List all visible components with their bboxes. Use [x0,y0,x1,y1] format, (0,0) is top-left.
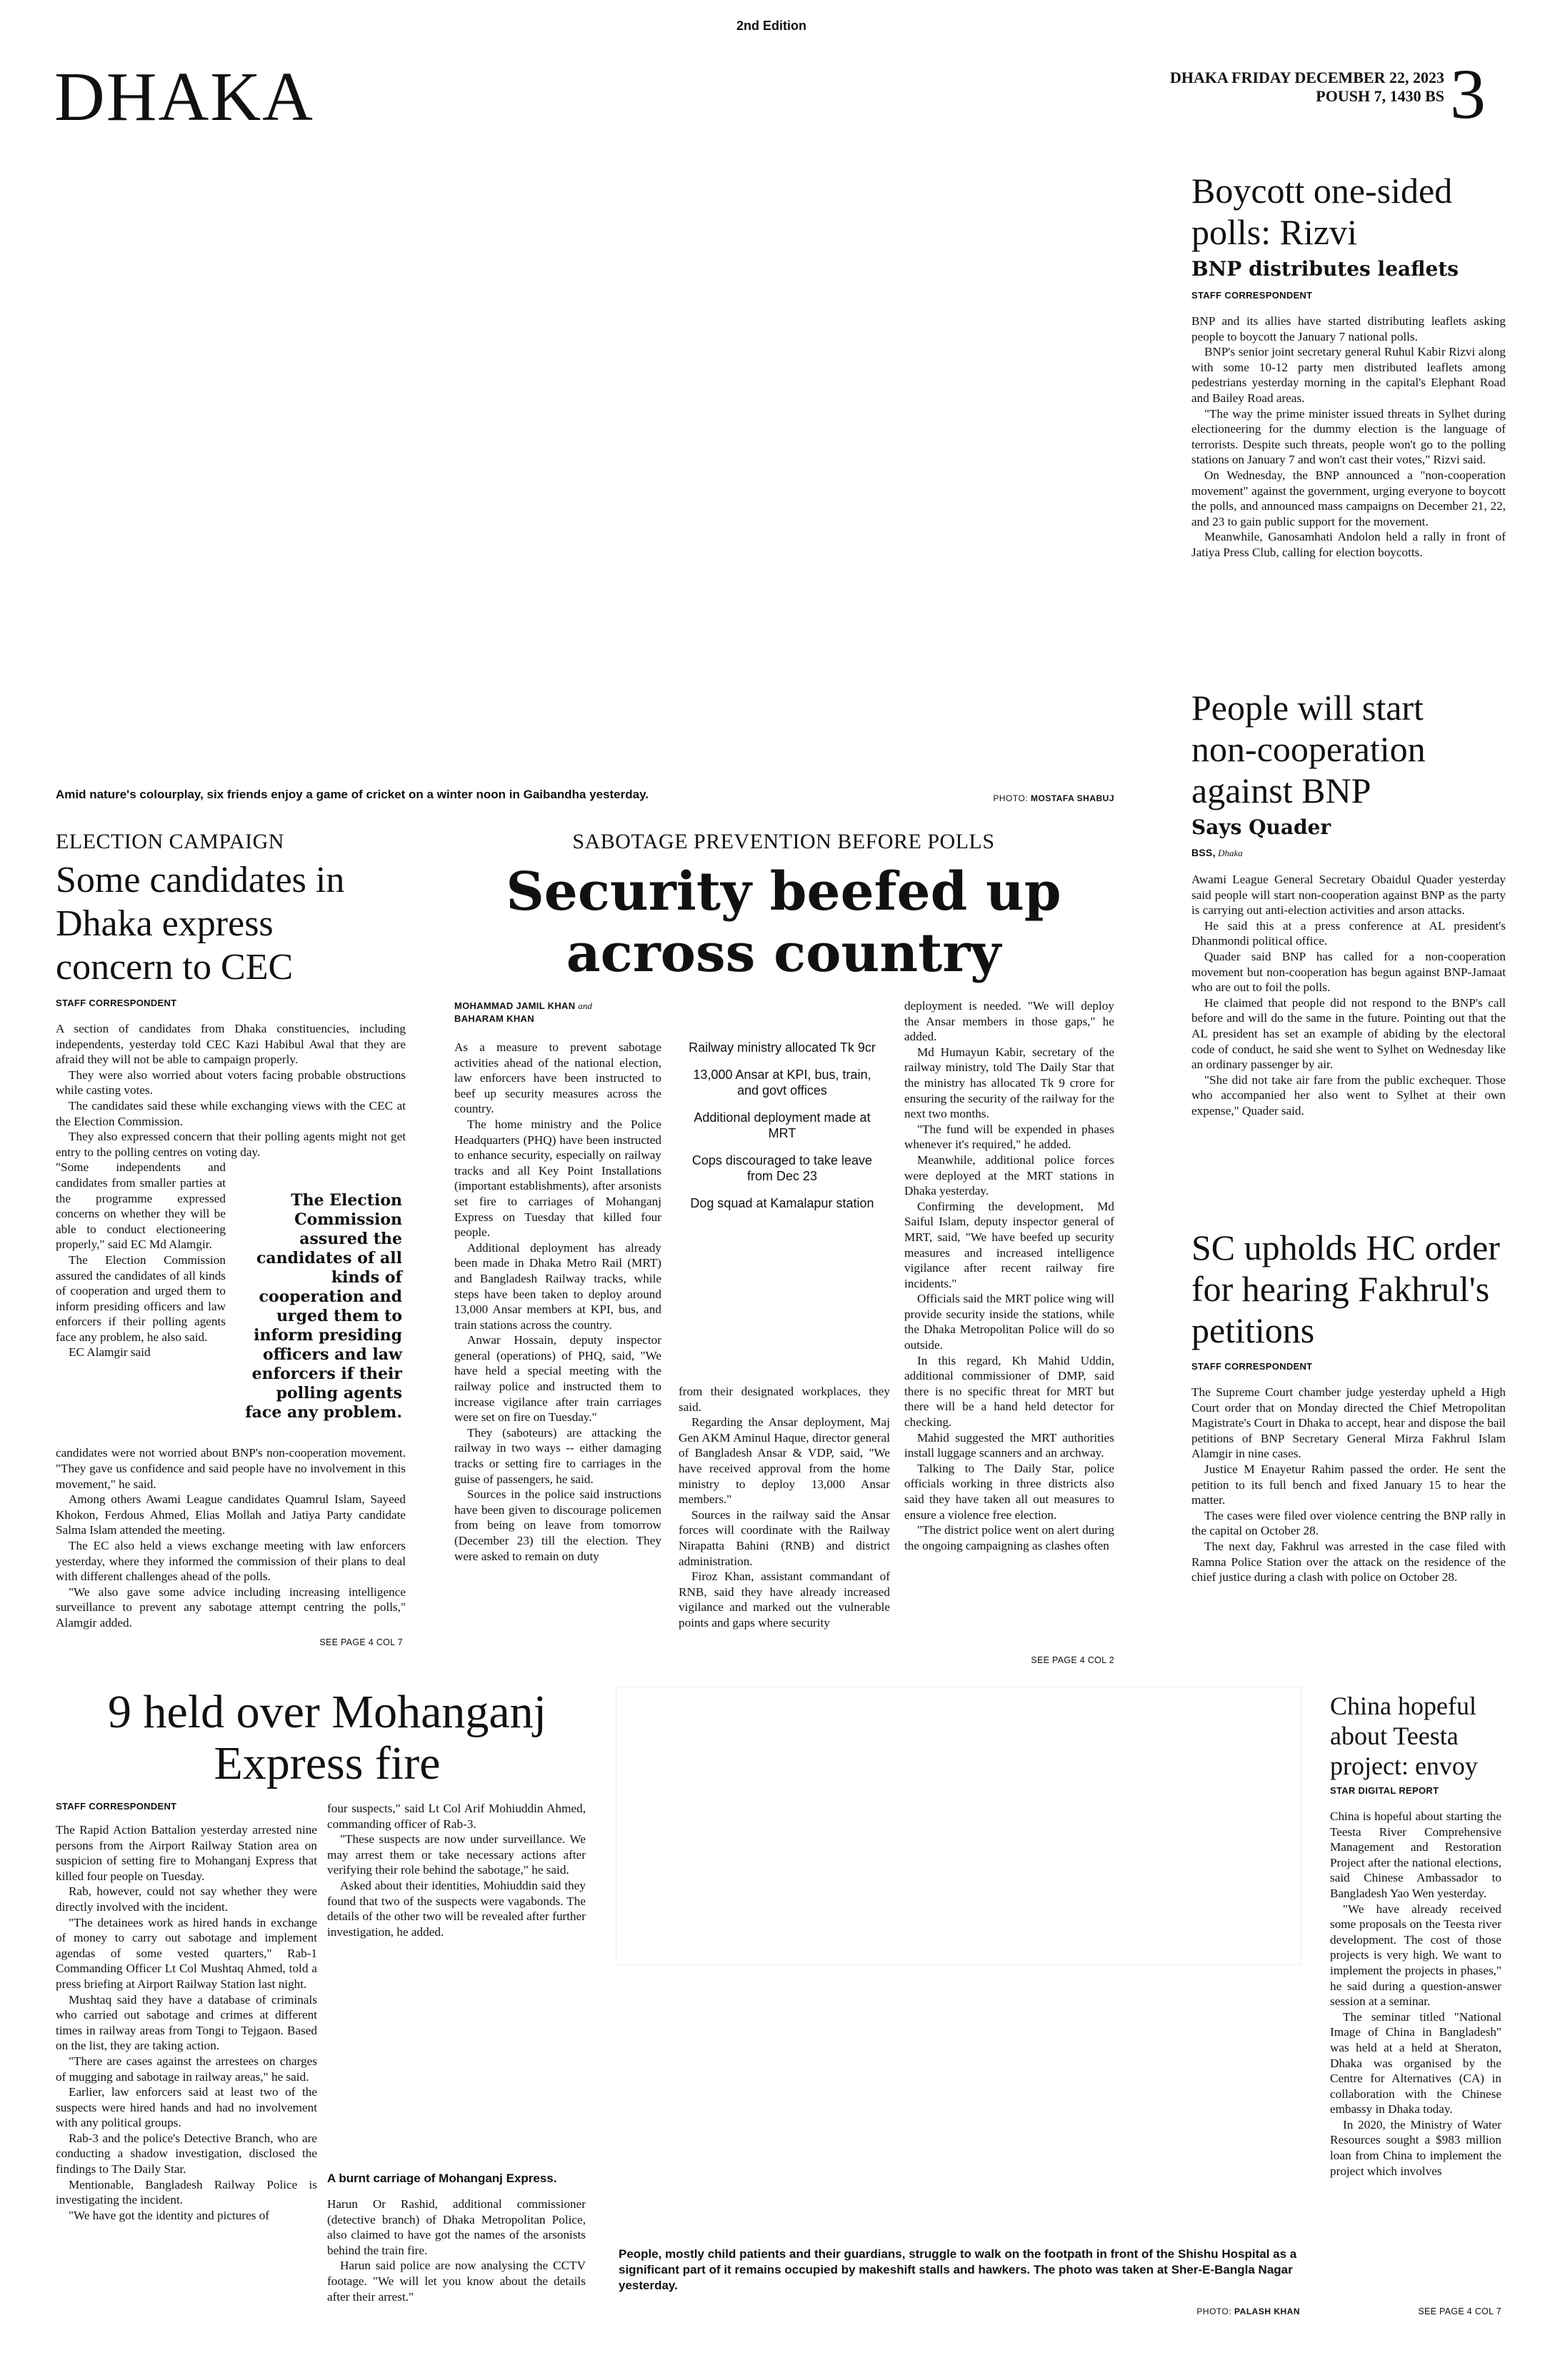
china-body [1330,1809,1501,2179]
byline-place: Dhaka [1218,848,1243,858]
fact-item: 13,000 Ansar at KPI, bus, train, and govt offices [693,1068,871,1098]
quader-headline: People will start non-cooperation against BNP [1191,688,1426,810]
dateline [1114,69,1444,106]
paragraph: The cases were filed over violence centring the BNP rally in the capital on October 28. [1191,1508,1506,1538]
bottom-photo [616,1687,1301,1965]
paragraph: Sources in the railway said the Ansar forces will coordinate with the Railway Nirapatta Bahini (RNB) and district administration. [679,1507,890,1568]
paragraph: "We have got the identity and pictures of [69,2208,270,2222]
paragraph: As a measure to prevent sabotage activities ahead of the national election, law enforcers have been instructed to beef up security measures across the country. [454,1040,661,1116]
paragraph: He said this at a press conference at AL president's Dhanmondi political office. [1191,918,1506,948]
boycott-story [1191,170,1514,561]
paragraph: The Election Commission assured the candidates of all kinds of cooperation and urged them to inform presiding officers and law enforcers if their polling agents face any problem, he also said. [56,1252,226,1344]
top-photo [54,136,1117,778]
paragraph: Earlier, law enforcers said at least two of the suspects were hired hands and had no involvement with any political groups. [56,2085,317,2130]
fact-item: Railway ministry allocated Tk 9cr [689,1040,876,1055]
paragraph: Harun Or Rashid, additional commissioner (detective branch) of Dhaka Metropolitan Police, also claimed to have got the names of the arsonists behind the train fire. [327,2197,586,2257]
paragraph: BNP's senior joint secretary general Ruhul Kabir Rizvi along with some 10-12 party men distributed leaflets among pedestrians yesterday morning in the capital's Elephant Road and Bailey Road areas. [1191,345,1506,405]
mohanganj-byline: STAFF CORRESPONDENT [56,1801,177,1812]
paragraph: They were also worried about voters facing probable obstructions while casting votes. [56,1068,406,1098]
election-jump[interactable]: SEE PAGE 4 COL 7 [319,1637,403,1648]
paragraph: Meanwhile, additional police forces were deployed at the MRT stations in Dhaka yesterday. [904,1153,1114,1198]
sc-body [1191,1385,1506,1585]
paragraph: The Supreme Court chamber judge yesterday upheld a High Court order that on Monday directed the Chief Metropolitan Magistrate's Court in Dhaka to accept, hear and dispose the bail petitions of BNP Secretary General Mirza Fakhrul Islam Alamgir in nine cases. [1191,1385,1506,1461]
election-pullquote: The Election Commission assured the candidates of all kinds of cooperation and urged them to inform presiding officers and law enforcers if their polling agents face any problem. [245,1191,402,1422]
quader-body [1191,872,1506,1119]
election-body-top [56,1021,406,1160]
security-factbox [686,1040,879,1222]
quader-subhead: Says Quader [1191,815,1331,839]
security-kicker: SABOTAGE PREVENTION BEFORE POLLS [572,830,995,853]
bangla-date-text: POUSH 7, 1430 BS [1316,87,1444,105]
election-body-bottom [56,1445,406,1630]
paragraph: They also expressed concern that their polling agents might not get entry to the polling centres on voting day. [56,1130,406,1159]
security-col-3 [904,998,1114,1553]
edition-label: 2nd Edition [736,19,806,33]
credit-label: PHOTO: [1196,2306,1232,2316]
paragraph: "She did not take air fare from the public exchequer. Those who accompanied her also went to Sylhet at their own expense," Quader said. [1191,1073,1506,1118]
paragraph: "We have already received some proposals on the Teesta river development. The cost of those projects is very high. We want to implement the projects in phases," he said during a question-answer session at a seminar. [1330,1902,1501,2009]
paragraph: "Some independents and candidates from smaller parties at the programme expressed concerns on whether they will be able to conduct electioneering properly," said EC Md Alamgir. [56,1160,226,1252]
paragraph: Anwar Hossain, deputy inspector general (operations) of PHQ, said, "We have held a special meeting with the railway police and instructed them to increase vigilance after train carriages were set on fire on Tuesday." [454,1333,661,1425]
paragraph: from their designated workplaces, they said. [679,1385,890,1414]
paragraph: BNP and its allies have started distributing leaflets asking people to boycott the January 7 national polls. [1191,314,1506,343]
mohanganj-col-2-bottom [327,2196,586,2304]
mohanganj-headline [56,1687,599,1789]
election-headline: Some candidates in Dhaka express concern to CEC [56,860,345,988]
headline-line-1: 9 held over Mohanganj [107,1686,546,1738]
paragraph: The candidates said these while exchanging views with the CEC at the Election Commission. [56,1098,406,1128]
paragraph: "The way the prime minister issued threats in Sylhet during electioneering for the dummy election is the language of terrorists. Despite such threats, people won't go to the polling stations on January 7 and won't cast their votes," Rizvi said. [1191,406,1506,467]
security-headline: Security beefed up across country [506,861,1061,984]
paragraph: deployment is needed. "We will deploy the Ansar members in those gaps," he added. [904,999,1114,1044]
paragraph: He claimed that people did not respond to the BNP's call before and will do the same in the future. Pointing out that the AL president has set an example of abiding by the electoral code of conduct, he said she went to Sylhet on Wednesday like an ordinary passenger by air. [1191,995,1506,1072]
headline-line-2: Express fire [214,1737,441,1789]
paragraph: Asked about their identities, Mohiuddin said they found that two of the suspects were vagabonds. The details of the other two will be revealed after further investigation, he added. [327,1878,586,1939]
paragraph: Md Humayun Kabir, secretary of the railway ministry, told The Daily Star that the ministry has allocated Tk 9 crore for ensuring the security of the railway for the next two months. [904,1045,1114,1121]
paragraph: The home ministry and the Police Headquarters (PHQ) have been instructed to enhance security, especially on railway tracks and all Key Point Installations (important establishments), after arsonists set fire to carriages of Mohanganj Express on Tuesday that killed four people. [454,1117,661,1240]
paragraph: Firoz Khan, assistant commandant of RNB, said they have already increased vigilance and marked out the vulnerable points and gaps where security [679,1570,890,1630]
paragraph: On Wednesday, the BNP announced a "non-cooperation movement" against the government, urging everyone to boycott the polls, and announced mass campaigns on December 21, 22, and 23 to gain public support for the movement. [1191,468,1506,528]
paragraph: Quader said BNP has called for a non-cooperation movement but non-cooperation has begun against BNP-Jamaat who are out to foil the polls. [1191,949,1506,995]
page-number: 3 [1450,54,1486,134]
china-headline: China hopeful about Teesta project: envoy [1330,1692,1478,1780]
election-byline: STAFF CORRESPONDENT [56,998,177,1008]
paragraph: They (saboteurs) are attacking the railway in two ways -- either damaging tracks or setting fire to carriages in the guise of passengers, he said. [454,1425,661,1486]
byline-author-2: BAHARAM KHAN [454,1013,534,1024]
paragraph: four suspects," said Lt Col Arif Mohiuddin Ahmed, commanding officer of Rab-3. [327,1802,586,1831]
top-photo-credit [971,793,1114,803]
top-photo-caption: Amid nature's colourplay, six friends enjoy a game of cricket on a winter noon in Gaibandha yesterday. [56,788,649,801]
election-body-narrow [56,1160,226,1360]
mohanganj-col-2-top [327,1801,586,1939]
quader-byline [1191,847,1514,859]
paragraph: Harun said police are now analysing the CCTV footage. "We will let you know about the details after their arrest." [327,2259,586,2304]
mohanganj-photo-caption: A burnt carriage of Mohanganj Express. [327,2171,557,2185]
quader-story [1191,687,1514,1119]
paragraph: Mentionable, Bangladesh Railway Police is investigating the incident. [56,2177,317,2207]
fact-item: Cops discouraged to take leave from Dec 23 [691,1153,873,1183]
boycott-byline: STAFF CORRESPONDENT [1191,290,1313,301]
paragraph: "These suspects are now under surveillance. We may arrest them or take necessary actions after verifying their role behind the sabotage," he said. [327,1832,586,1877]
security-col-2 [679,1384,890,1631]
china-story [1330,1691,1501,2179]
paragraph: Talking to The Daily Star, police officials working in three districts also said they have taken all out measures to ensure a violence free election. [904,1461,1114,1522]
election-kicker: ELECTION CAMPAIGN [56,830,284,853]
paragraph: candidates were not worried about BNP's non-cooperation movement. "They gave us confidence and said people have no involvement in this movement," he said. [56,1446,406,1491]
paragraph: Mahid suggested the MRT authorities install luggage scanners and an archway. [904,1430,1114,1460]
paragraph: Among others Awami League candidates Quamrul Islam, Sayeed Khokon, Ferdous Ahmed, Elias Mollah and Jatiya Party candidate Salma Islam attended the meeting. [56,1492,406,1537]
paragraph: In this regard, Kh Mahid Uddin, additional commissioner of DMP, said there is no specific threat for MRT but there will be a hand held detector for checking. [904,1353,1114,1430]
paragraph: EC Alamgir said [69,1345,151,1360]
china-byline: STAR DIGITAL REPORT [1330,1785,1439,1796]
paragraph: A section of candidates from Dhaka constituencies, including independents, yesterday told CEC Kazi Habibul Awal that they are afraid they will not be able to campaign properly. [56,1022,406,1067]
credit-label: PHOTO: [993,793,1029,803]
paragraph: China is hopeful about starting the Teesta River Comprehensive Management and Restoration Project after the national elections, said Chinese Ambassador to Bangladesh Yao Wen yesterday. [1330,1809,1501,1900]
paragraph: Rab-3 and the police's Detective Branch, who are conducting a shadow investigation, disclosed the findings to The Daily Star. [56,2131,317,2176]
paragraph: The seminar titled "National Image of China in Bangladesh" was held at a held at Sheraton, Dhaka was organised by the Centre for Alternatives (CA) in collaboration with the Chinese embassy in Dhaka today. [1330,2009,1501,2117]
paragraph: "The fund will be expended in phases whenever it's required," he added. [904,1122,1114,1152]
paragraph: Regarding the Ansar deployment, Maj Gen AKM Aminul Haque, director general of Bangladesh Ansar & VDP, said, "We have received approval from the home ministry to deploy 13,000 Ansar members." [679,1415,890,1507]
paragraph: Rab, however, could not say whether they were directly involved with the incident. [56,1884,317,1914]
credit-name: PALASH KHAN [1234,2306,1300,2316]
paragraph: Meanwhile, Ganosamhati Andolon held a rally in front of Jatiya Press Club, calling for election boycotts. [1191,530,1506,559]
paragraph: "The detainees work as hired hands in exchange of money to carry out sabotage and implement agendas of some vested quarters," Rab-1 Commanding Officer Lt Col Mushtaq Ahmed, told a press briefing at Airport Railway Station last night. [56,1915,317,1991]
byline-and: and [578,1000,592,1011]
security-col-1 [454,1040,661,1564]
byline-author-1: MOHAMMAD JAMIL KHAN [454,1000,576,1011]
paragraph: Mushtaq said they have a database of criminals who carried out sabotage and crimes at different times in railway areas from Tongi to Tejgaon. Based on the list, they are taking action. [56,1992,317,2053]
paragraph: In 2020, the Ministry of Water Resources sought a $983 million loan from China to implement the project which involves [1330,2117,1501,2178]
boycott-subhead: BNP distributes leaflets [1191,257,1459,281]
paragraph: "We also gave some advice including increasing intelligence surveillance to prevent any sabotage attempt centring the polls," Alamgir added. [56,1585,406,1630]
paragraph: Additional deployment has already been made in Dhaka Metro Rail (MRT) and Bangladesh Railway tracks, while steps have been taken to deploy around 13,000 Ansar members at KPI, bus, and train stations across the country. [454,1240,661,1332]
fact-item: Additional deployment made at MRT [694,1110,871,1140]
bottom-photo-caption: People, mostly child patients and their guardians, struggle to walk on the footpath in front of the Shishu Hospital as a significant part of it remains occupied by makeshift stalls and hawkers. The photo was taken at Sher-E-Bangla Nagar yesterday. [619,2247,1297,2292]
security-jump[interactable]: SEE PAGE 4 COL 2 [1031,1655,1114,1665]
section-title: DHAKA [54,59,314,136]
bottom-photo-credit [1143,2306,1300,2316]
china-jump[interactable]: SEE PAGE 4 COL 7 [1418,2306,1501,2316]
paragraph: Sources in the police said instructions have been given to discourage policemen from being on leave from tomorrow (December 23) till the election. They were asked to remain on duty [454,1487,661,1563]
paragraph: Confirming the development, Md Saiful Islam, deputy inspector general of MRT, said, "We have beefed up security measures and increased intelligence vigilance after recent railway fire incidents." [904,1199,1114,1290]
credit-name: MOSTAFA SHABUJ [1030,793,1114,803]
fact-item: Dog squad at Kamalapur station [690,1196,874,1210]
byline-agency: BSS, [1191,847,1216,858]
paragraph: Justice M Enayetur Rahim passed the order. He sent the petition to its full bench and fixed January 15 to hear the matter. [1191,1462,1506,1507]
security-story [451,830,1116,984]
sc-headline: SC upholds HC order for hearing Fakhrul's petitions [1191,1227,1500,1350]
paragraph: The Rapid Action Battalion yesterday arrested nine persons from the Airport Railway Station area on suspicion of setting fire to Mohanganj Express that killed four people on Tuesday. [56,1823,317,1883]
security-byline [454,1000,661,1025]
date-text: DHAKA FRIDAY DECEMBER 22, 2023 [1169,69,1444,86]
paragraph: The next day, Fakhrul was arrested in the case filed with Ramna Police Station over the attack on the residence of the chief justice during a clash with police on October 28. [1191,1539,1506,1585]
election-story [56,830,406,1647]
boycott-headline: Boycott one-sided polls: Rizvi [1191,171,1453,252]
sc-story [1191,1227,1514,1585]
paragraph: Awami League General Secretary Obaidul Quader yesterday said people will start non-cooperation against BNP as the party is carrying out anti-election activities and arson attacks. [1191,873,1506,918]
paragraph: "The district police went on alert during the ongoing campaigning as clashes often [904,1523,1114,1552]
paragraph: "There are cases against the arrestees on charges of mugging and sabotage in railway areas," he said. [56,2054,317,2084]
sc-byline: STAFF CORRESPONDENT [1191,1361,1313,1372]
boycott-body [1191,313,1506,561]
mohanganj-col-1 [56,1822,317,2223]
paragraph: The EC also held a views exchange meeting with law enforcers yesterday, where they informed the commission of their plans to deal with different challenges ahead of the polls. [56,1538,406,1584]
paragraph: Officials said the MRT police wing will provide security inside the stations, while the Dhaka Metropolitan Police will do so outside. [904,1292,1114,1352]
